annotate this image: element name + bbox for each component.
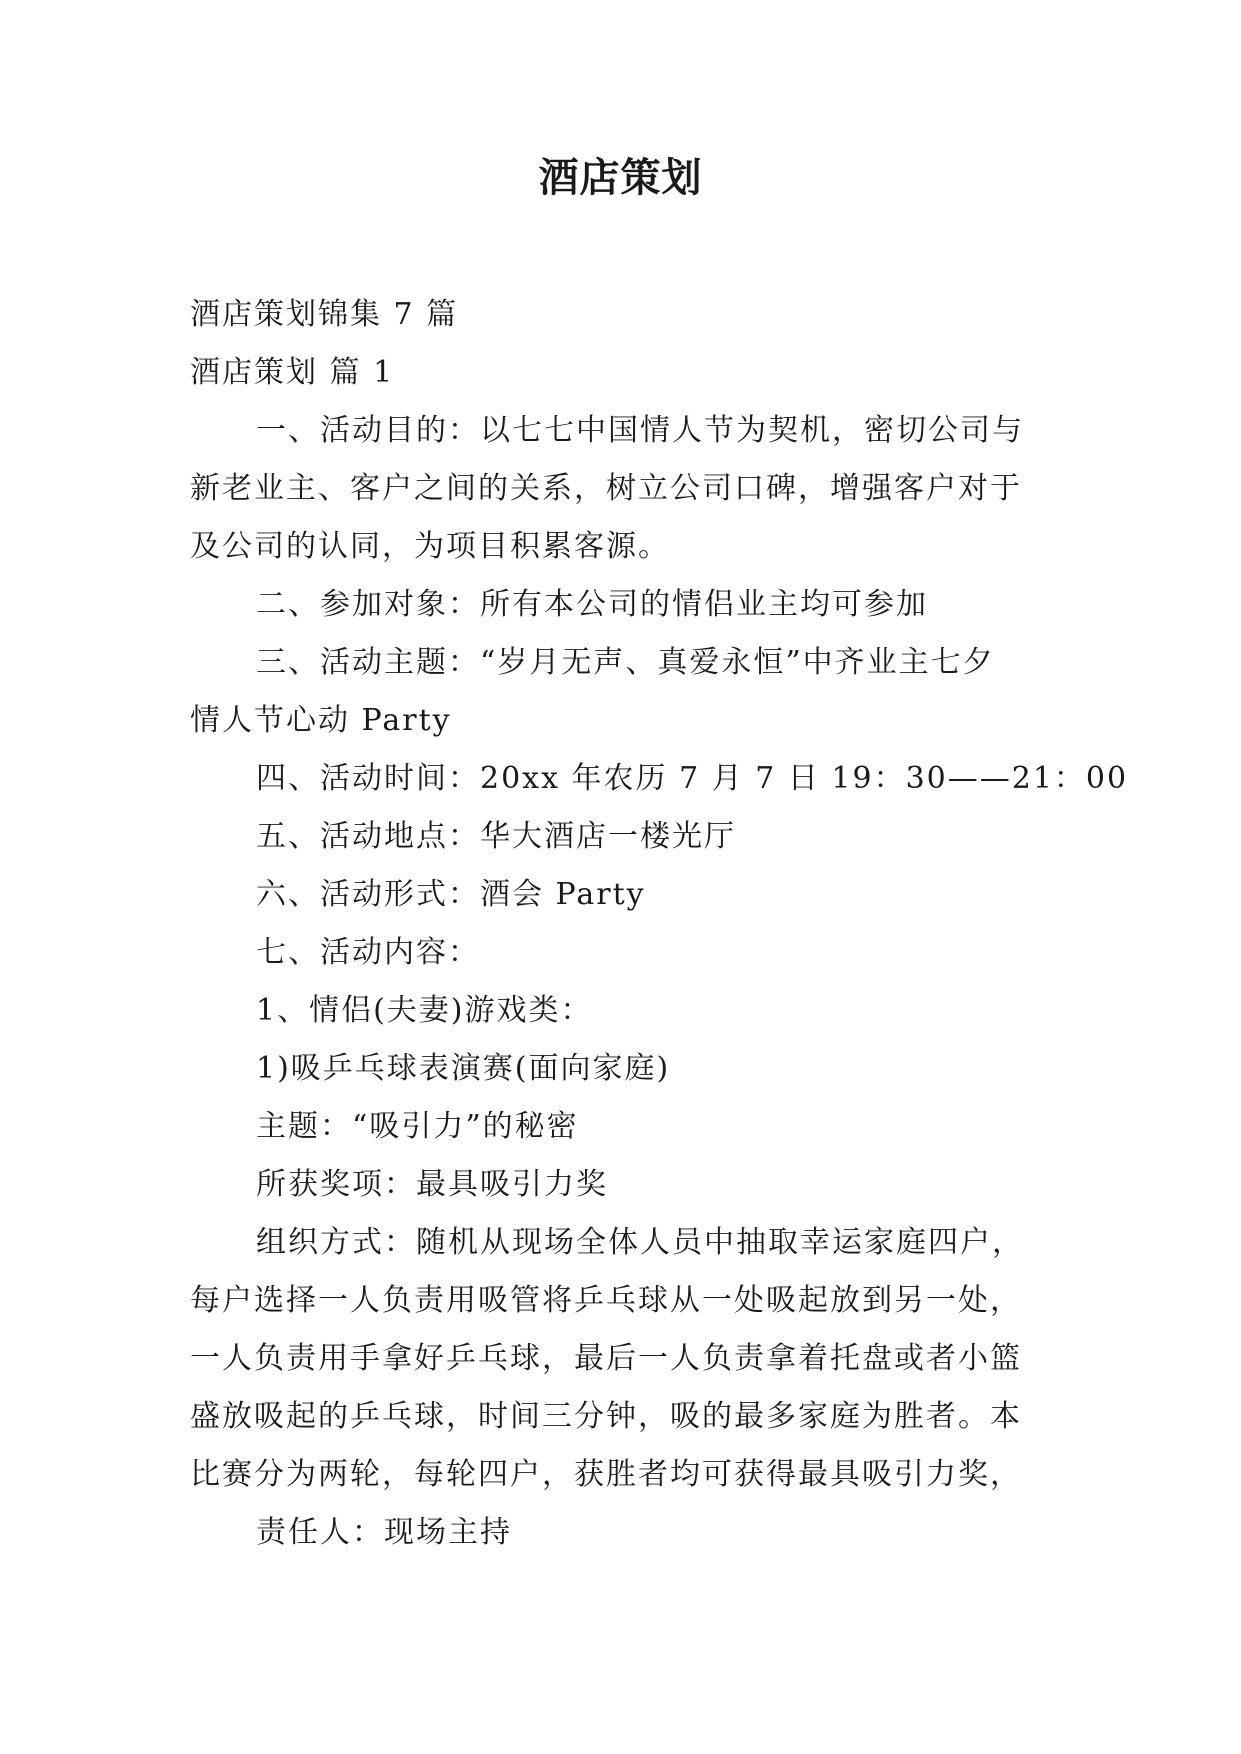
- text-line: 比赛分为两轮，每轮四户，获胜者均可获得最具吸引力奖，: [190, 1457, 1022, 1492]
- text-line: 一、活动目的：以七七中国情人节为契机，密切公司与: [256, 413, 1024, 448]
- text-line: 每户选择一人负责用吸管将乒乓球从一处吸起放到另一处，: [190, 1283, 1022, 1318]
- text-line: 责任人：现场主持: [256, 1515, 512, 1550]
- text-line: 1)吸乒乓球表演赛(面向家庭): [256, 1051, 671, 1086]
- text-line: 1、情侣(夫妻)游戏类：: [256, 993, 593, 1028]
- text-line: 六、活动形式：酒会 Party: [256, 877, 646, 912]
- text-line: 主题：“吸引力”的秘密: [256, 1109, 579, 1144]
- text-line: 盛放吸起的乒乓球，时间三分钟，吸的最多家庭为胜者。本: [190, 1399, 1022, 1434]
- text-line: 酒店策划锦集 7 篇: [190, 297, 459, 332]
- text-line: 二、参加对象：所有本公司的情侣业主均可参加: [256, 587, 928, 622]
- text-line: 酒店策划 篇 1: [190, 355, 395, 390]
- text-line: 七、活动内容：: [256, 935, 480, 970]
- text-line: 四、活动时间：20xx 年农历 7 月 7 日 19：30——21：00: [256, 761, 1129, 796]
- document-title: 酒店策划: [538, 154, 703, 201]
- text-line: 五、活动地点：华大酒店一楼光厅: [256, 819, 736, 854]
- text-line: 新老业主、客户之间的关系，树立公司口碑，增强客户对于: [190, 471, 1022, 506]
- text-line: 三、活动主题：“岁月无声、真爱永恒”中齐业主七夕: [256, 645, 995, 680]
- text-line: 及公司的认同，为项目积累客源。: [190, 529, 670, 564]
- text-line: 一人负责用手拿好乒乓球，最后一人负责拿着托盘或者小篮: [190, 1341, 1022, 1376]
- document-body: [190, 286, 1129, 1562]
- text-line: 组织方式：随机从现场全体人员中抽取幸运家庭四户，: [256, 1225, 1024, 1260]
- text-line: 所获奖项：最具吸引力奖: [256, 1167, 608, 1202]
- text-line: 情人节心动 Party: [190, 703, 452, 738]
